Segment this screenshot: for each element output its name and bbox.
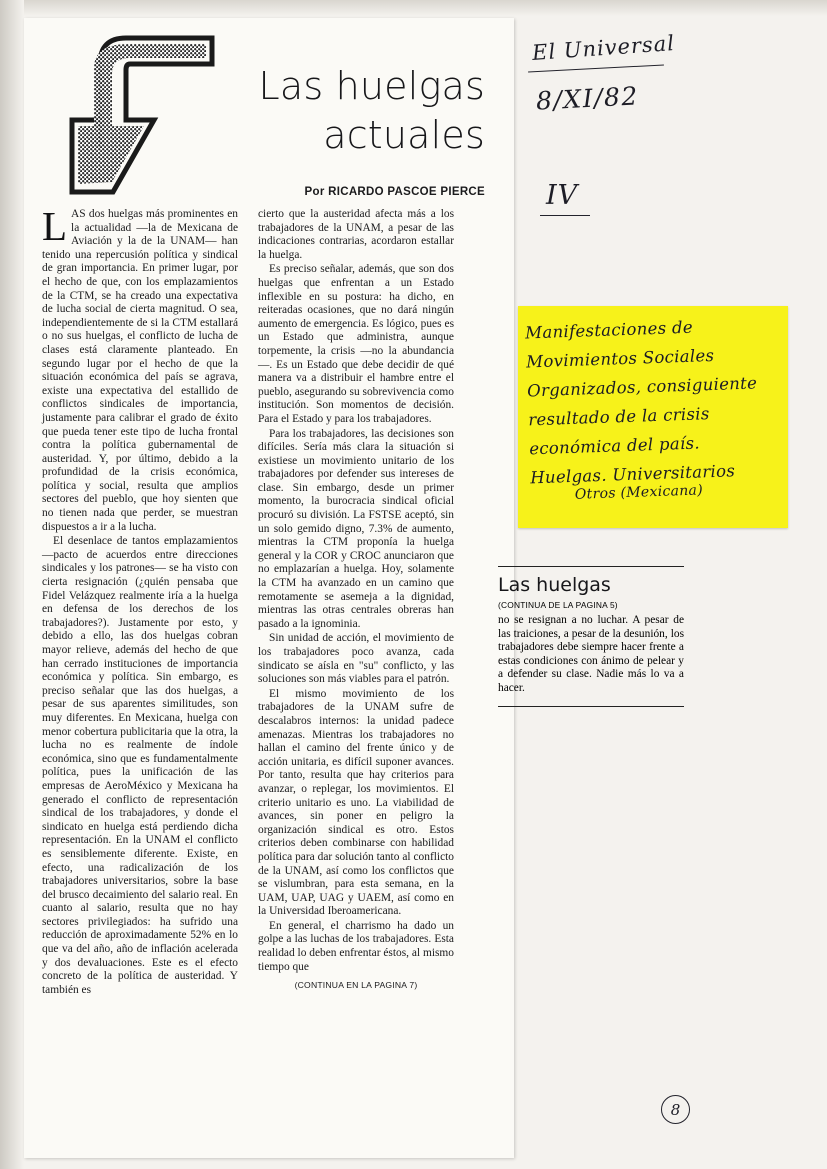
sidebar-title: Las huelgas [498, 574, 611, 596]
paragraph [42, 535, 238, 997]
sticky-note-line: Organizados, consiguiente [526, 373, 758, 401]
article-column-2 [258, 208, 454, 993]
paragraph [258, 208, 454, 262]
yellow-sticky-note [518, 306, 788, 528]
paragraph-text: El desenlace de tantos emplazamientos —pacto de acuerdos entre direcciones sindicales y los patrones— se ha visto con cierta resignación (¿quién pensaba que Fidel Velázquez realmente iría a la huelga en defensa de los derechos de los trabajadores?). Justamente por esto, y debido a ello, las dos huelgas cobran mayor relieve, además del hecho de que han cerrado instituciones de importancia económica y política. Sin embargo, es preciso señalar que las dos huelgas, a pesar de sus aparentes similitudes, son muy diferentes. En Mexicana, huelga con menor cobertura publicitaria que la otra, la lucha no es realmente de índole económica, sino que es fundamentalmente política, pues la unificación de las empresas de AeroMéxico y Mexicana ha generado el conflicto de representación sindical de los trabajadores, y donde el sindicato en huelga está perdiendo dicha representación. En la UNAM el conflicto es sensiblemente diferente. Existe, en efecto, una radicalización de los trabajadores universitarios, sobre la base del brusco decaimiento del salario real. En cuanto al salario, resulta que no hay sectores privilegiados: ha sufrido una reducción de aproximadamente 52% en lo que va del año, año de inflación acelerada y dos devaluaciones. Este es el efecto concreto de la política de austeridad. Y también es [42, 535, 238, 996]
article-byline: Por RICARDO PASCOE PIERCE [304, 186, 485, 198]
drop-cap: L [42, 203, 68, 249]
sticky-note-line: Movimientos Sociales [525, 345, 715, 372]
handwritten-roman-numeral: IV [546, 180, 579, 211]
sidebar-continuation [498, 566, 684, 707]
sticky-note-text [525, 310, 786, 512]
paragraph [258, 263, 454, 426]
scan-edge-left [0, 0, 24, 1169]
sidebar-continued-from: (CONTINUA DE LA PAGINA 5) [498, 600, 618, 610]
sidebar-body-text: no se resignan a no luchar. A pesar de las traiciones, a pesar de la desunión, los trabajadores debe siempre hacer frente a estas condiciones con ánimo de pelear y a defender su clase. Nadie más lo va a hacer. [498, 614, 684, 694]
article-headline [140, 62, 485, 159]
paragraph-text: Sin unidad de acción, el movimiento de los trabajadores poco avanza, cada sindicato se aísla en "su" conflicto, y las soluciones son más viables para el patrón. [258, 632, 454, 686]
scan-edge-top [0, 0, 827, 16]
paragraph [258, 920, 454, 974]
article-column-1 [42, 203, 238, 997]
handwritten-date-annotation: 8/XI/82 [535, 81, 640, 116]
handwritten-source-annotation: El Universal [531, 31, 676, 65]
paragraph [42, 203, 238, 534]
headline-line-2: actuales [323, 112, 485, 157]
continuation-note: (CONTINUA EN LA PAGINA 7) [294, 980, 418, 991]
paragraph-text: En general, el charrismo ha dado un golpe a las luchas de los trabajadores. Esta realidad lo deben enfrentar éstos, al mismo tiempo que [258, 919, 454, 973]
divider-bottom [498, 706, 684, 707]
paragraph [258, 688, 454, 919]
headline-line-1: Las huelgas [258, 64, 485, 108]
paragraph-text: Para los trabajadores, las decisiones son difíciles. Sería más clara la situación si existiese un movimiento unitario de los trabajadores por defender sus intereses de clase. Sin embargo, desde un primer momento, la burocracia sindical oficial procuró su división. La FSTSE aceptó, sin un solo gemido digno, 7.3% de aumento, mientras la CTM proponía la huelga general y la COR y CROC anunciaron que no emplazarían a huelga. Hoy, solamente la CTM ha avanzado en un camino que remotamente se asemeja a la dignidad, mientras las otras centrales obreras han pasado a la ignominia. [258, 427, 454, 630]
divider-top [498, 566, 684, 567]
paragraph [258, 428, 454, 632]
sticky-note-line: económica del país. [528, 433, 701, 459]
sticky-note-line: resultado de la crisis [527, 404, 710, 430]
handwritten-underline [528, 64, 664, 72]
paragraph [258, 632, 454, 686]
sticky-note-line: Otros (Mexicana) [574, 482, 704, 503]
handwritten-underline-2 [540, 215, 590, 216]
paragraph-text: cierto que la austeridad afecta más a los trabajadores de la UNAM, a pesar de las indicaciones contrarias, acordaron estallar la huelga. [258, 208, 454, 261]
paragraph-text: Es preciso señalar, además, que son dos huelgas que enfrentan a un Estado inflexible en su postura: ha dicho, en reiteradas ocasiones, que no dará ningún aumento de emergencia. Es lógico, pues es un Estado que administra, aunque torpemente, la crisis —no la abundancia—. Es un Estado que debe decidir de qué manera va a distribuir el hambre entre el pueblo, asegurando su sobrevivencia como institución. Son momentos de decisión. Para el Estado y para los trabajadores. [258, 263, 454, 425]
handwritten-page-number: 8 [661, 1095, 690, 1124]
sticky-note-line: Huelgas. Universitarios [529, 461, 736, 488]
paragraph-text: AS dos huelgas más prominentes en la actualidad —la de Mexicana de Aviación y la de la UNAM— han tenido una repercusión política y sindical de gran importancia. En primer lugar, por el hecho de que, con los emplazamientos de la CTM, se ha creado una expectativa de lucha social de cierta magnitud. O sea, independientemente de si la CTM estallará o no sus huelgas, el conflicto de lucha de clases está claramente planteado. En segundo lugar por el hecho de que la situación económica del país se agrava, existe una expectativa del estallido de conflictos sindicales de importancia, justamente para calibrar el grado de éxito que pueda tener este tipo de lucha frontal contra la política gubernamental de austeridad. Y, por último, debido a la profundidad de la crisis económica, política y social, resulta que amplios sectores del pueblo, que hoy sienten que no tienen nada que perder, se muestran dispuestos a ir a la lucha. [42, 208, 238, 533]
paragraph-text: El mismo movimiento de los trabajadores de la UNAM sufre de descalabros internos: la unidad padece amenazas. Mientras los trabajadores no hallan el camino del frente único y de acción unitaria, es difícil suponer avances. Por tanto, resulta que hay criterios para avanzar, o replegar, los movimientos. El criterio unitario es uno. La viabilidad de avances, sin poner en peligro la organización sindical es otro. Estos criterios deben combinarse con habilidad política para dar solución tanto al conflicto de la UNAM, así como los conflictos que se vislumbran, para esta semana, en la UAM, UAP, UAG y UAEM, así como en la Universidad Iberoamericana. [258, 687, 454, 918]
sticky-note-line: Manifestaciones de [524, 317, 694, 343]
